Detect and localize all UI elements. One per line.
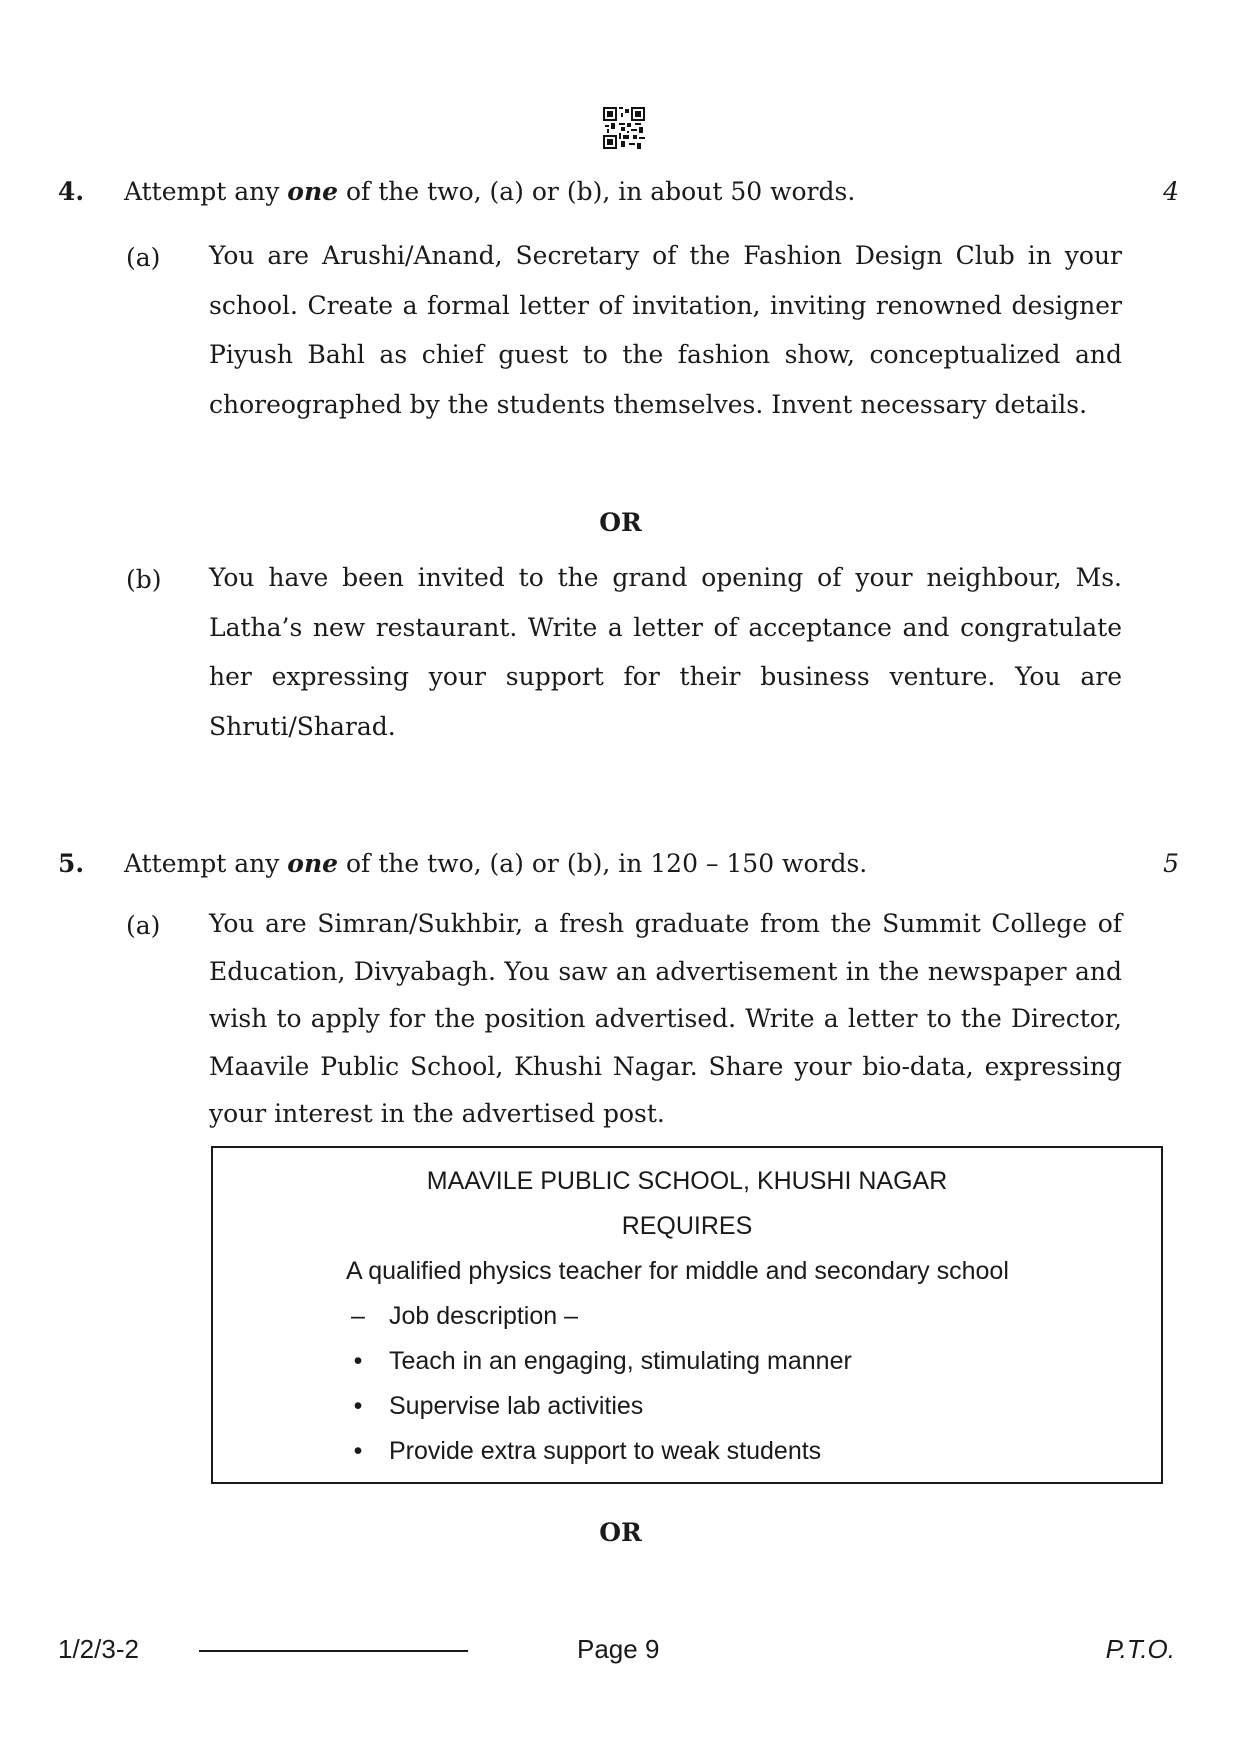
question-5-number: 5. <box>58 849 85 878</box>
q5-option-a-label: (a) <box>126 911 161 940</box>
paper-code: 1/2/3-2 <box>58 1634 139 1664</box>
question-4-number: 4. <box>58 177 85 206</box>
q5-option-a-text: You are Simran/Sukhbir, a fresh graduate from the Summit College of Education, Divyabagh. You saw an advertisement in the newspaper and wish to apply for the position advertised. Write a letter to the Director, Maavile Public School, Khushi Nagar. Share your bio-data, expressing your interest in the advertised post. <box>209 909 1122 1128</box>
emphasis-one: one <box>287 177 339 206</box>
q5-or-divider: OR <box>599 1518 642 1547</box>
page-number: Page 9 <box>577 1634 660 1664</box>
bullet-icon: • <box>353 1392 363 1420</box>
advert-title: MAAVILE PUBLIC SCHOOL, KHUSHI NAGAR <box>426 1167 948 1195</box>
question-4-marks: 4 <box>1163 177 1179 206</box>
job-description-heading: Job description – <box>389 1302 579 1330</box>
advert-item: Teach in an engaging, stimulating manner <box>389 1347 852 1375</box>
question-5-marks: 5 <box>1163 849 1179 878</box>
q4-or-divider: OR <box>599 508 642 537</box>
q4-option-a-label: (a) <box>126 243 161 272</box>
please-turn-over: P.T.O. <box>1105 1634 1175 1664</box>
job-advertisement-box <box>211 1146 1163 1484</box>
q4-option-a-text: You are Arushi/Anand, Secretary of the Fashion Design Club in your school. Create a formal letter of invitation, inviting renowned designer Piyush Bahl as chief guest to the fashion show, conceptualized and choreographed by the students themselves. Invent necessary details. <box>209 241 1122 419</box>
footer-rule <box>199 1650 468 1652</box>
advert-intro: A qualified physics teacher for middle and secondary school <box>346 1257 1009 1285</box>
question-4-instruction: Attempt any one of the two, (a) or (b), in about 50 words. <box>124 177 856 206</box>
advert-subtitle: REQUIRES <box>621 1212 753 1240</box>
qr-code <box>603 107 645 149</box>
dash-marker: – <box>564 1302 579 1330</box>
advert-item: Supervise lab activities <box>389 1392 644 1420</box>
bullet-icon: • <box>353 1437 363 1465</box>
q4-option-b-label: (b) <box>126 565 162 594</box>
dash-marker: – <box>351 1302 365 1330</box>
advert-item: Provide extra support to weak students <box>389 1437 822 1465</box>
question-5-instruction: Attempt any one of the two, (a) or (b), in 120 – 150 words. <box>124 849 868 878</box>
emphasis-one: one <box>287 849 339 878</box>
q4-option-b-text: You have been invited to the grand opening of your neighbour, Ms. Latha’s new restaurant. Write a letter of acceptance and congratulate her expressing your support for their business venture. You are Shruti/Sharad. <box>209 563 1122 741</box>
bullet-icon: • <box>353 1347 363 1375</box>
